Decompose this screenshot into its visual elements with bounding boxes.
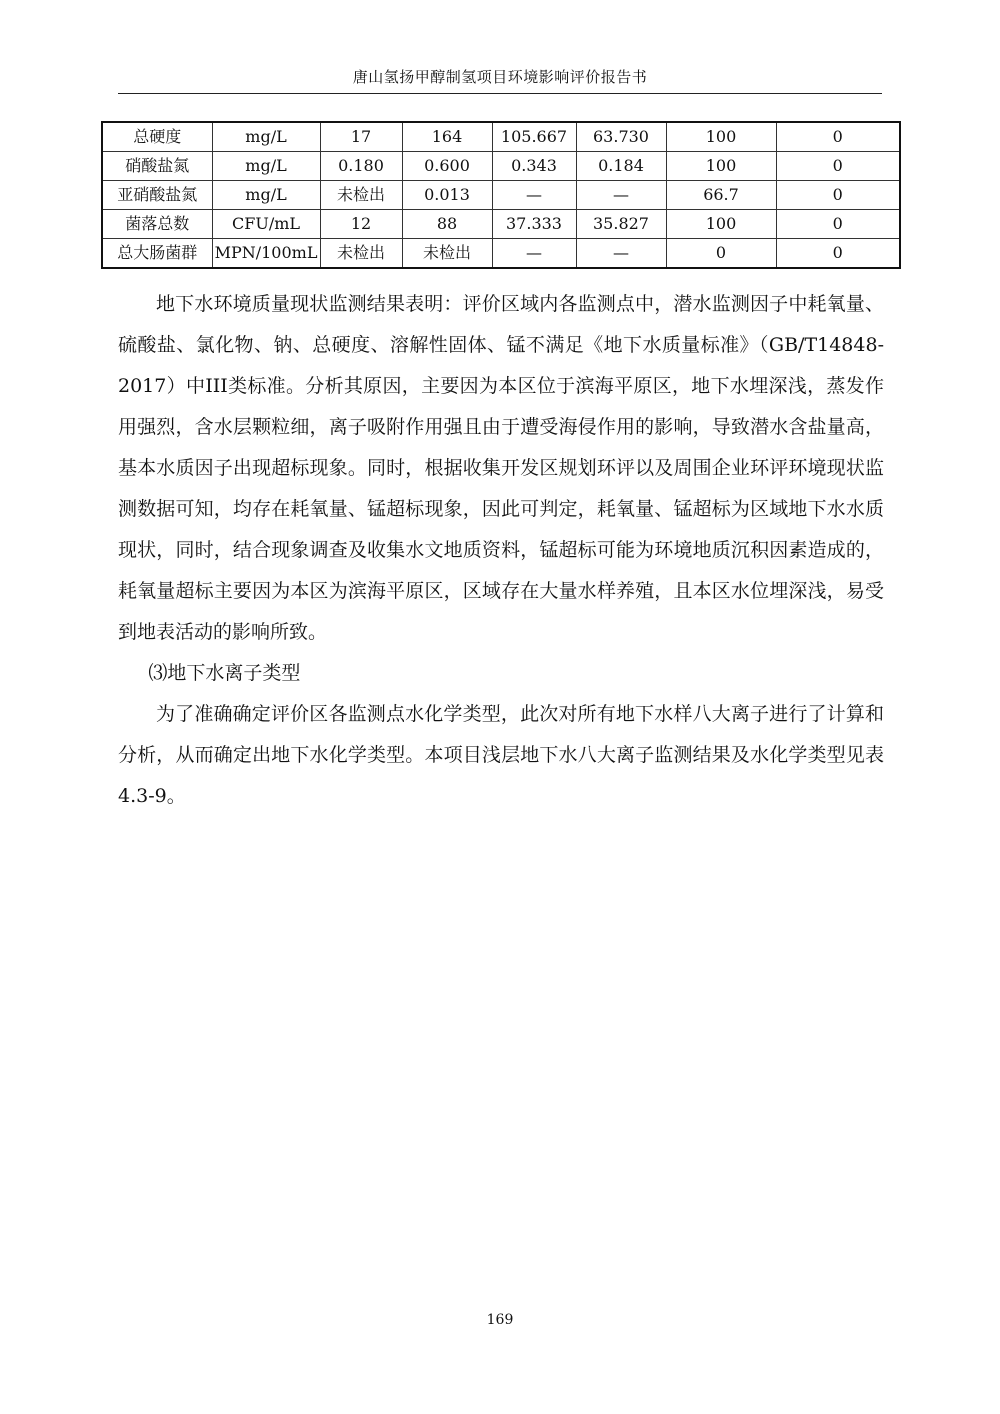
table-cell: 100 — [666, 122, 776, 152]
table-cell: 0 — [776, 239, 900, 269]
table-cell: 0 — [776, 122, 900, 152]
table-cell: 总硬度 — [102, 122, 212, 152]
table-cell: 88 — [402, 210, 492, 239]
table-cell: mg/L — [212, 181, 320, 210]
table-cell: 0 — [776, 152, 900, 181]
header-divider — [118, 93, 882, 94]
table-cell: 菌落总数 — [102, 210, 212, 239]
table-cell: — — [576, 239, 666, 269]
table-cell: 0.013 — [402, 181, 492, 210]
body-text — [118, 284, 884, 817]
table-cell: 未检出 — [320, 181, 402, 210]
table-cell: 总大肠菌群 — [102, 239, 212, 269]
table-cell: mg/L — [212, 122, 320, 152]
table-cell: — — [576, 181, 666, 210]
table-cell: 亚硝酸盐氮 — [102, 181, 212, 210]
paragraph-ion-analysis: 为了准确确定评价区各监测点水化学类型，此次对所有地下水样八大离子进行了计算和分析，从而确定出地下水化学类型。本项目浅层地下水八大离子监测结果及水化学类型见表 4.3-9。 — [118, 703, 884, 807]
table-cell: 0.343 — [492, 152, 576, 181]
paragraph-analysis: 地下水环境质量现状监测结果表明：评价区域内各监测点中，潜水监测因子中耗氧量、硫酸盐、氯化物、钠、总硬度、溶解性固体、锰不满足《地下水质量标准》（GB/T14848-2017）中III类标准。分析其原因，主要因为本区位于滨海平原区，地下水埋深浅，蒸发作用强烈，含水层颗粒细，离子吸附作用强且由于遭受海侵作用的影响，导致潜水含盐量高，基本水质因子出现超标现象。同时，根据收集开发区规划环评以及周围企业环评环境现状监测数据可知，均存在耗氧量、锰超标现象，因此可判定，耗氧量、锰超标为区域地下水水质现状，同时，结合现象调查及收集水文地质资料，锰超标可能为环境地质沉积因素造成的，耗氧量超标主要因为本区为滨海平原区，区域存在大量水样养殖，且本区水位埋深浅，易受到地表活动的影响所致。 — [118, 293, 884, 643]
table-cell: 63.730 — [576, 122, 666, 152]
table-cell: MPN/100mL — [212, 239, 320, 269]
table-cell: 12 — [320, 210, 402, 239]
table-cell: 硝酸盐氮 — [102, 152, 212, 181]
table-row — [102, 152, 900, 181]
table-cell: mg/L — [212, 152, 320, 181]
table-row — [102, 239, 900, 269]
table-row — [102, 210, 900, 239]
table-row — [102, 122, 900, 152]
table-cell: — — [492, 181, 576, 210]
table-cell: 0 — [776, 181, 900, 210]
monitoring-results-table — [101, 121, 901, 269]
table-cell: 37.333 — [492, 210, 576, 239]
table-cell: — — [492, 239, 576, 269]
table-cell: 0 — [666, 239, 776, 269]
table-cell: 0.180 — [320, 152, 402, 181]
page-header-title: 唐山氢扬甲醇制氢项目环境影响评价报告书 — [352, 68, 648, 86]
table-cell: CFU/mL — [212, 210, 320, 239]
page-number: 169 — [486, 1312, 514, 1328]
table-cell: 未检出 — [320, 239, 402, 269]
table-row — [102, 181, 900, 210]
table-cell: 164 — [402, 122, 492, 152]
table-cell: 0 — [776, 210, 900, 239]
table-cell: 100 — [666, 152, 776, 181]
table-cell: 17 — [320, 122, 402, 152]
table-cell: 100 — [666, 210, 776, 239]
table-cell: 105.667 — [492, 122, 576, 152]
section-heading-ion-types: ⑶地下水离子类型 — [148, 662, 301, 684]
table-cell: 未检出 — [402, 239, 492, 269]
table-cell: 35.827 — [576, 210, 666, 239]
table-cell: 0.184 — [576, 152, 666, 181]
table-cell: 0.600 — [402, 152, 492, 181]
table-cell: 66.7 — [666, 181, 776, 210]
